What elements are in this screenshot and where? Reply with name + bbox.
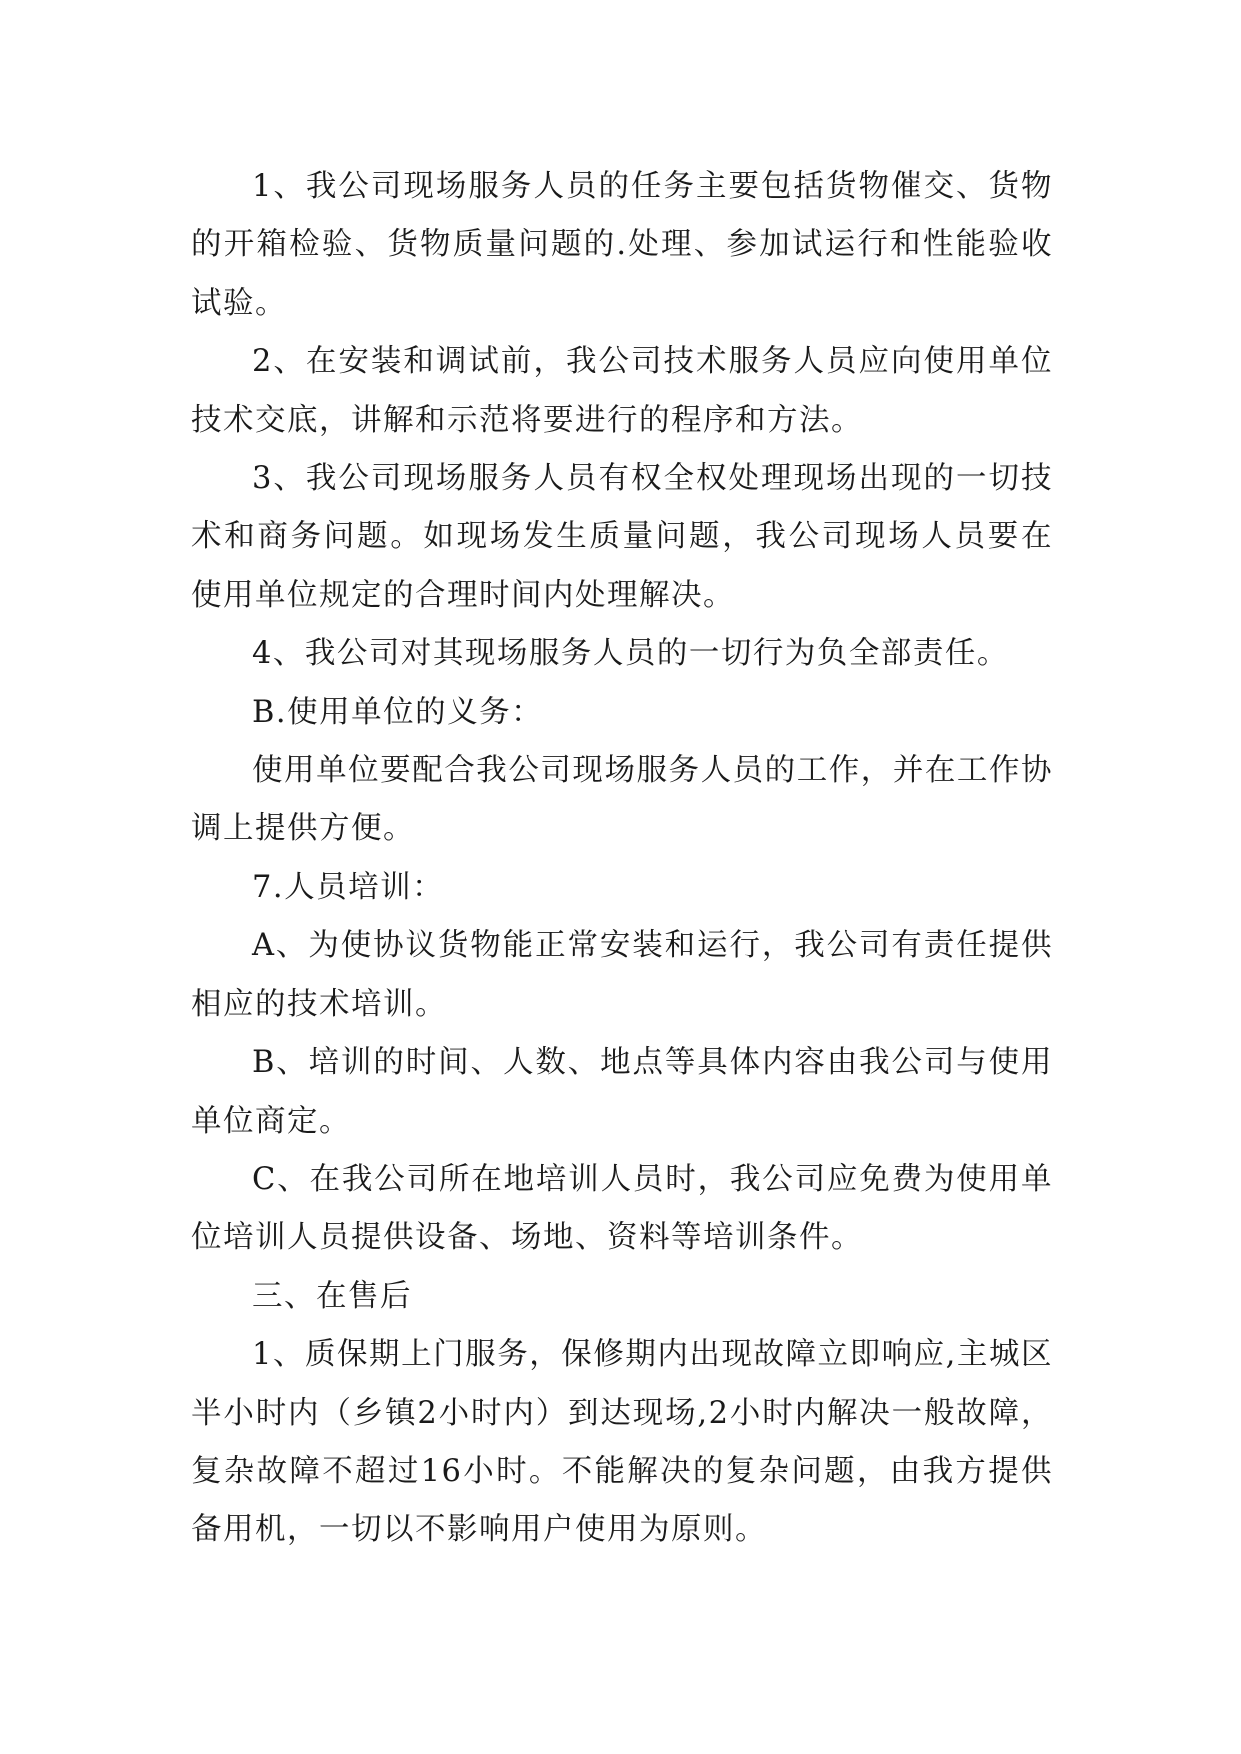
- paragraph-training-c: C、在我公司所在地培训人员时，我公司应免费为使用单位培训人员提供设备、场地、资料等培训条件。: [191, 1161, 1053, 1256]
- paragraph-onsite-authority: 3、我公司现场服务人员有权全权处理现场出现的一切技术和商务问题。如现场发生质量问题，我公司现场人员要在使用单位规定的合理时间内处理解决。: [191, 461, 1053, 613]
- paragraph-training-a: A、为使协议货物能正常安装和运行，我公司有责任提供相应的技术培训。: [191, 928, 1053, 1022]
- heading-user-obligations: B.使用单位的义务：: [252, 694, 544, 730]
- heading-after-sales: 三、在售后: [252, 1278, 412, 1314]
- paragraph-user-cooperation: 使用单位要配合我公司现场服务人员的工作，并在工作协调上提供方便。: [191, 753, 1053, 847]
- paragraph-responsibility: 4、我公司对其现场服务人员的一切行为负全部责任。: [252, 636, 1009, 672]
- paragraph-warranty-service: 1、质保期上门服务，保修期内出现故障立即响应,主城区半小时内（乡镇2小时内）到达现场,2小时内解决一般故障，复杂故障不超过16小时。不能解决的复杂问题，由我方提供备用机，一切以不影响用户使用为原则。: [191, 1337, 1053, 1548]
- paragraph-training-b: B、培训的时间、人数、地点等具体内容由我公司与使用单位商定。: [191, 1045, 1053, 1139]
- paragraph-service-tasks: 1、我公司现场服务人员的任务主要包括货物催交、货物的开箱检验、货物质量问题的.处理、参加试运行和性能验收试验。: [191, 169, 1053, 321]
- heading-personnel-training: 7.人员培训：: [252, 869, 445, 905]
- paragraph-technical-briefing: 2、在安装和调试前，我公司技术服务人员应向使用单位技术交底，讲解和示范将要进行的程序和方法。: [191, 344, 1053, 438]
- document-body: [191, 158, 1053, 1560]
